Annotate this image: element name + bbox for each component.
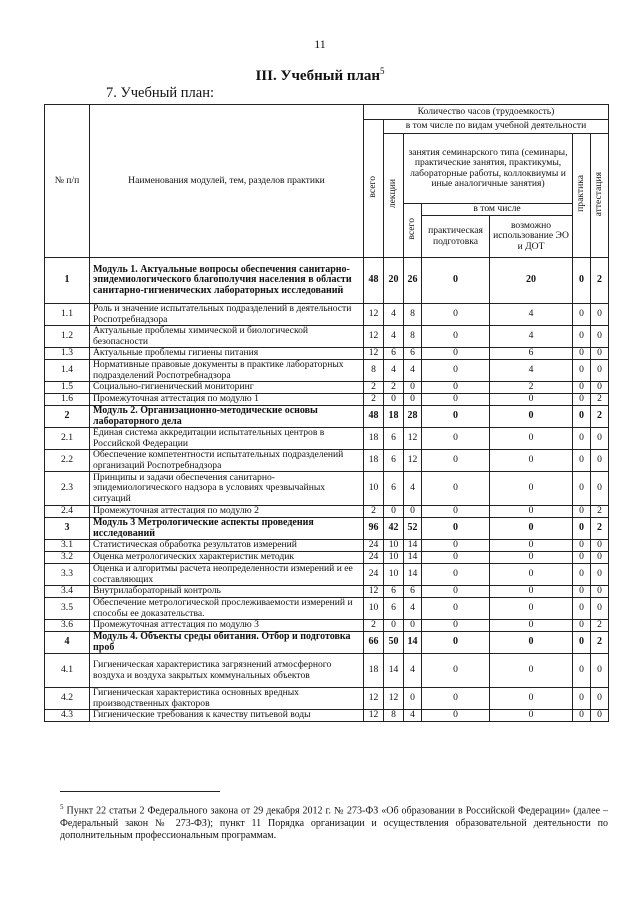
table-row — [45, 360, 609, 382]
cell-sem: 0 — [404, 382, 422, 394]
cell-eo: 20 — [490, 258, 573, 304]
cell-total: 24 — [364, 540, 384, 552]
cell-pp: 0 — [422, 710, 490, 722]
cell-name: Обеспечение компетентности испытательных подразделений организаций Роспотребнадзора — [90, 450, 364, 472]
cell-pr: 0 — [573, 428, 591, 450]
cell-pr: 0 — [573, 552, 591, 564]
cell-name: Единая система аккредитации испытательных центров в Российской Федерации — [90, 428, 364, 450]
cell-at: 2 — [591, 518, 609, 540]
cell-pp: 0 — [422, 564, 490, 586]
cell-at: 0 — [591, 552, 609, 564]
cell-at: 2 — [591, 394, 609, 406]
cell-at: 0 — [591, 540, 609, 552]
cell-pp: 0 — [422, 540, 490, 552]
cell-sem: 14 — [404, 540, 422, 552]
table-row — [45, 450, 609, 472]
header-seminar-total — [404, 204, 422, 258]
cell-total: 10 — [364, 472, 384, 506]
cell-at: 2 — [591, 506, 609, 518]
cell-lec: 6 — [384, 472, 404, 506]
cell-pr: 0 — [573, 506, 591, 518]
header-including: в том числе — [422, 204, 573, 216]
cell-num: 1 — [45, 258, 90, 304]
cell-pr: 0 — [573, 406, 591, 428]
cell-num: 1.4 — [45, 360, 90, 382]
header-total-text: всего — [367, 175, 379, 198]
cell-total: 10 — [364, 598, 384, 620]
table-row — [45, 552, 609, 564]
header-attestation — [591, 134, 609, 258]
cell-num: 1.5 — [45, 382, 90, 394]
cell-pp: 0 — [422, 382, 490, 394]
cell-total: 8 — [364, 360, 384, 382]
footnote-divider — [60, 791, 220, 792]
cell-at: 0 — [591, 688, 609, 710]
cell-sem: 28 — [404, 406, 422, 428]
cell-eo: 0 — [490, 450, 573, 472]
table-row — [45, 506, 609, 518]
cell-lec: 12 — [384, 688, 404, 710]
cell-pp: 0 — [422, 428, 490, 450]
cell-pr: 0 — [573, 688, 591, 710]
cell-pr: 0 — [573, 472, 591, 506]
cell-at: 0 — [591, 382, 609, 394]
cell-num: 1.1 — [45, 304, 90, 326]
cell-at: 0 — [591, 348, 609, 360]
cell-pr: 0 — [573, 258, 591, 304]
cell-name: Модуль 2. Организационно-методические основы лабораторного дела — [90, 406, 364, 428]
cell-eo: 0 — [490, 632, 573, 654]
cell-sem: 14 — [404, 552, 422, 564]
table-row — [45, 598, 609, 620]
cell-eo: 6 — [490, 348, 573, 360]
cell-sem: 14 — [404, 564, 422, 586]
cell-total: 12 — [364, 348, 384, 360]
cell-total: 2 — [364, 394, 384, 406]
cell-name: Роль и значение испытательных подразделений в деятельности Роспотребнадзора — [90, 304, 364, 326]
cell-num: 3.2 — [45, 552, 90, 564]
cell-name: Социально-гигиенический мониторинг — [90, 382, 364, 394]
cell-sem: 4 — [404, 710, 422, 722]
cell-name: Оценка метрологических характеристик методик — [90, 552, 364, 564]
cell-name: Внутрилабораторный контроль — [90, 586, 364, 598]
cell-sem: 4 — [404, 598, 422, 620]
cell-pr: 0 — [573, 304, 591, 326]
cell-name: Оценка и алгоритмы расчета неопределенности измерений и ее составляющих — [90, 564, 364, 586]
cell-num: 3.1 — [45, 540, 90, 552]
section-footnote-mark: 5 — [380, 66, 385, 76]
cell-eo: 0 — [490, 586, 573, 598]
cell-at: 0 — [591, 586, 609, 598]
cell-total: 48 — [364, 406, 384, 428]
cell-pp: 0 — [422, 258, 490, 304]
cell-total: 12 — [364, 710, 384, 722]
header-eo-dot: возможно использование ЭО и ДОТ — [490, 216, 573, 258]
cell-pr: 0 — [573, 586, 591, 598]
table-row — [45, 586, 609, 598]
cell-num: 4.2 — [45, 688, 90, 710]
cell-num: 3 — [45, 518, 90, 540]
cell-pp: 0 — [422, 506, 490, 518]
cell-lec: 6 — [384, 598, 404, 620]
cell-lec: 0 — [384, 620, 404, 632]
cell-at: 0 — [591, 598, 609, 620]
cell-pr: 0 — [573, 654, 591, 688]
cell-name: Гигиенические требования к качеству питьевой воды — [90, 710, 364, 722]
cell-sem: 26 — [404, 258, 422, 304]
cell-pp: 0 — [422, 394, 490, 406]
table-row — [45, 382, 609, 394]
cell-lec: 10 — [384, 552, 404, 564]
cell-lec: 6 — [384, 586, 404, 598]
cell-pr: 0 — [573, 540, 591, 552]
cell-at: 0 — [591, 564, 609, 586]
cell-pr: 0 — [573, 348, 591, 360]
cell-eo: 0 — [490, 518, 573, 540]
cell-at: 2 — [591, 406, 609, 428]
cell-total: 18 — [364, 428, 384, 450]
cell-pp: 0 — [422, 620, 490, 632]
cell-pp: 0 — [422, 304, 490, 326]
cell-lec: 10 — [384, 540, 404, 552]
cell-pr: 0 — [573, 564, 591, 586]
cell-total: 66 — [364, 632, 384, 654]
cell-sem: 4 — [404, 360, 422, 382]
cell-pp: 0 — [422, 632, 490, 654]
cell-pr: 0 — [573, 598, 591, 620]
cell-lec: 6 — [384, 450, 404, 472]
cell-eo: 0 — [490, 564, 573, 586]
cell-eo: 0 — [490, 472, 573, 506]
cell-sem: 0 — [404, 620, 422, 632]
subsection-title: 7. Учебный план: — [106, 85, 214, 101]
header-seminar-total-text: всего — [406, 217, 418, 240]
header-total — [364, 120, 384, 258]
cell-name: Модуль 1. Актуальные вопросы обеспечения санитарно-эпидемиологического благополучия населения в области санитарно-гигиенических лабораторных исследований — [90, 258, 364, 304]
cell-lec: 4 — [384, 326, 404, 348]
cell-eo: 0 — [490, 506, 573, 518]
cell-eo: 0 — [490, 598, 573, 620]
table-row — [45, 304, 609, 326]
cell-eo: 0 — [490, 710, 573, 722]
cell-total: 2 — [364, 382, 384, 394]
cell-eo: 4 — [490, 360, 573, 382]
cell-eo: 0 — [490, 688, 573, 710]
cell-eo: 0 — [490, 406, 573, 428]
cell-eo: 0 — [490, 654, 573, 688]
cell-lec: 0 — [384, 506, 404, 518]
cell-pr: 0 — [573, 518, 591, 540]
cell-sem: 14 — [404, 632, 422, 654]
cell-eo: 0 — [490, 428, 573, 450]
table-row — [45, 326, 609, 348]
cell-total: 24 — [364, 564, 384, 586]
cell-lec: 18 — [384, 406, 404, 428]
table-row — [45, 472, 609, 506]
cell-lec: 14 — [384, 654, 404, 688]
cell-name: Модуль 3 Метрологические аспекты проведения исследований — [90, 518, 364, 540]
cell-at: 0 — [591, 472, 609, 506]
cell-lec: 4 — [384, 304, 404, 326]
header-num: № п/п — [45, 105, 90, 258]
cell-num: 4 — [45, 632, 90, 654]
header-practice-text: практика — [575, 175, 587, 213]
cell-at: 2 — [591, 620, 609, 632]
cell-pp: 0 — [422, 406, 490, 428]
table-row — [45, 428, 609, 450]
cell-lec: 6 — [384, 428, 404, 450]
cell-num: 4.3 — [45, 710, 90, 722]
cell-sem: 12 — [404, 428, 422, 450]
cell-eo: 0 — [490, 540, 573, 552]
cell-pr: 0 — [573, 620, 591, 632]
cell-pp: 0 — [422, 654, 490, 688]
header-name: Наименования модулей, тем, разделов практики — [90, 105, 364, 258]
cell-at: 0 — [591, 304, 609, 326]
cell-total: 12 — [364, 688, 384, 710]
cell-lec: 6 — [384, 348, 404, 360]
table-header — [45, 105, 609, 258]
cell-total: 12 — [364, 586, 384, 598]
cell-num: 3.6 — [45, 620, 90, 632]
cell-sem: 6 — [404, 586, 422, 598]
cell-pp: 0 — [422, 598, 490, 620]
curriculum-table — [44, 104, 609, 722]
table-row — [45, 710, 609, 722]
cell-total: 96 — [364, 518, 384, 540]
cell-eo: 2 — [490, 382, 573, 394]
cell-name: Актуальные проблемы химической и биологической безопасности — [90, 326, 364, 348]
page-number: 11 — [314, 37, 326, 51]
cell-at: 0 — [591, 450, 609, 472]
cell-total: 24 — [364, 552, 384, 564]
cell-at: 0 — [591, 326, 609, 348]
cell-sem: 4 — [404, 472, 422, 506]
cell-num: 2.3 — [45, 472, 90, 506]
cell-pp: 0 — [422, 348, 490, 360]
cell-sem: 12 — [404, 450, 422, 472]
cell-total: 48 — [364, 258, 384, 304]
table-row — [45, 540, 609, 552]
cell-lec: 50 — [384, 632, 404, 654]
module-row — [45, 632, 609, 654]
module-row — [45, 406, 609, 428]
cell-name: Нормативные правовые документы в практике лабораторных подразделений Роспотребнадзора — [90, 360, 364, 382]
cell-lec: 10 — [384, 564, 404, 586]
cell-pp: 0 — [422, 586, 490, 598]
section-title-text: III. Учебный план — [255, 68, 381, 84]
table-row — [45, 654, 609, 688]
section-title — [0, 66, 640, 85]
header-practice — [573, 134, 591, 258]
cell-num: 3.3 — [45, 564, 90, 586]
cell-eo: 0 — [490, 552, 573, 564]
cell-name: Гигиеническая характеристика основных вредных производственных факторов — [90, 688, 364, 710]
cell-at: 0 — [591, 360, 609, 382]
cell-at: 0 — [591, 654, 609, 688]
table-body — [45, 258, 609, 722]
cell-name: Обеспечение метрологической прослеживаемости измерений и способы ее доказательства. — [90, 598, 364, 620]
cell-name: Модуль 4. Объекты среды обитания. Отбор и подготовка проб — [90, 632, 364, 654]
cell-pp: 0 — [422, 450, 490, 472]
cell-name: Промежуточная аттестация по модулю 3 — [90, 620, 364, 632]
cell-name: Принципы и задачи обеспечения санитарно-эпидемиологического надзора в условиях чрезвычайных ситуаций — [90, 472, 364, 506]
cell-at: 0 — [591, 710, 609, 722]
cell-name: Статистическая обработка результатов измерений — [90, 540, 364, 552]
header-by-type: в том числе по видам учебной деятельности — [384, 120, 609, 134]
cell-pr: 0 — [573, 450, 591, 472]
header-attestation-text: аттестация — [593, 171, 605, 216]
footnote-text: Пункт 22 статьи 2 Федерального закона от 29 декабря 2012 г. № 273-ФЗ «Об образовании в Российской Федерации» (далее – Федеральный закон № 273-ФЗ); пункт 11 Порядка организации и осуществления образовательной деятельности по дополнительным профессиональным программам. — [60, 805, 608, 842]
cell-total: 18 — [364, 450, 384, 472]
cell-pr: 0 — [573, 632, 591, 654]
cell-sem: 4 — [404, 654, 422, 688]
cell-lec: 8 — [384, 710, 404, 722]
cell-lec: 4 — [384, 360, 404, 382]
footnote-mark: 5 — [60, 803, 64, 811]
cell-num: 2.4 — [45, 506, 90, 518]
table-row — [45, 620, 609, 632]
header-practical-prep: практическая подготовка — [422, 216, 490, 258]
cell-at: 2 — [591, 632, 609, 654]
cell-total: 2 — [364, 620, 384, 632]
cell-sem: 8 — [404, 304, 422, 326]
cell-lec: 0 — [384, 394, 404, 406]
header-hours: Количество часов (трудоемкость) — [364, 105, 609, 120]
cell-pp: 0 — [422, 518, 490, 540]
header-lectures-text: лекции — [387, 179, 399, 209]
cell-name: Актуальные проблемы гигиены питания — [90, 348, 364, 360]
cell-eo: 0 — [490, 620, 573, 632]
cell-pp: 0 — [422, 552, 490, 564]
cell-pr: 0 — [573, 710, 591, 722]
cell-at: 0 — [591, 428, 609, 450]
cell-pp: 0 — [422, 472, 490, 506]
cell-lec: 42 — [384, 518, 404, 540]
cell-num: 2 — [45, 406, 90, 428]
cell-total: 12 — [364, 304, 384, 326]
table-row — [45, 394, 609, 406]
cell-pp: 0 — [422, 688, 490, 710]
cell-total: 2 — [364, 506, 384, 518]
module-row — [45, 258, 609, 304]
cell-pr: 0 — [573, 382, 591, 394]
cell-lec: 2 — [384, 382, 404, 394]
cell-sem: 52 — [404, 518, 422, 540]
table-row — [45, 348, 609, 360]
header-lectures — [384, 134, 404, 258]
cell-pr: 0 — [573, 326, 591, 348]
cell-total: 12 — [364, 326, 384, 348]
cell-eo: 0 — [490, 394, 573, 406]
table-row — [45, 688, 609, 710]
cell-sem: 0 — [404, 506, 422, 518]
cell-num: 3.5 — [45, 598, 90, 620]
cell-sem: 8 — [404, 326, 422, 348]
cell-name: Гигиеническая характеристика загрязнений атмосферного воздуха и воздуха закрытых коммунальных объектов — [90, 654, 364, 688]
cell-sem: 0 — [404, 394, 422, 406]
cell-sem: 6 — [404, 348, 422, 360]
cell-pr: 0 — [573, 360, 591, 382]
cell-lec: 20 — [384, 258, 404, 304]
cell-num: 2.2 — [45, 450, 90, 472]
cell-num: 2.1 — [45, 428, 90, 450]
cell-num: 1.3 — [45, 348, 90, 360]
module-row — [45, 518, 609, 540]
cell-eo: 4 — [490, 304, 573, 326]
cell-pp: 0 — [422, 360, 490, 382]
cell-name: Промежуточная аттестация по модулю 2 — [90, 506, 364, 518]
table-row — [45, 564, 609, 586]
cell-num: 1.6 — [45, 394, 90, 406]
footnote — [60, 801, 608, 843]
cell-at: 2 — [591, 258, 609, 304]
cell-pr: 0 — [573, 394, 591, 406]
cell-sem: 0 — [404, 688, 422, 710]
cell-eo: 4 — [490, 326, 573, 348]
cell-num: 4.1 — [45, 654, 90, 688]
cell-pp: 0 — [422, 326, 490, 348]
cell-total: 18 — [364, 654, 384, 688]
cell-num: 3.4 — [45, 586, 90, 598]
cell-name: Промежуточная аттестация по модулю 1 — [90, 394, 364, 406]
header-seminar: занятия семинарского типа (семинары, практические занятия, практикумы, лабораторные работы, коллоквиумы и иные аналогичные занятия) — [404, 134, 573, 204]
cell-num: 1.2 — [45, 326, 90, 348]
